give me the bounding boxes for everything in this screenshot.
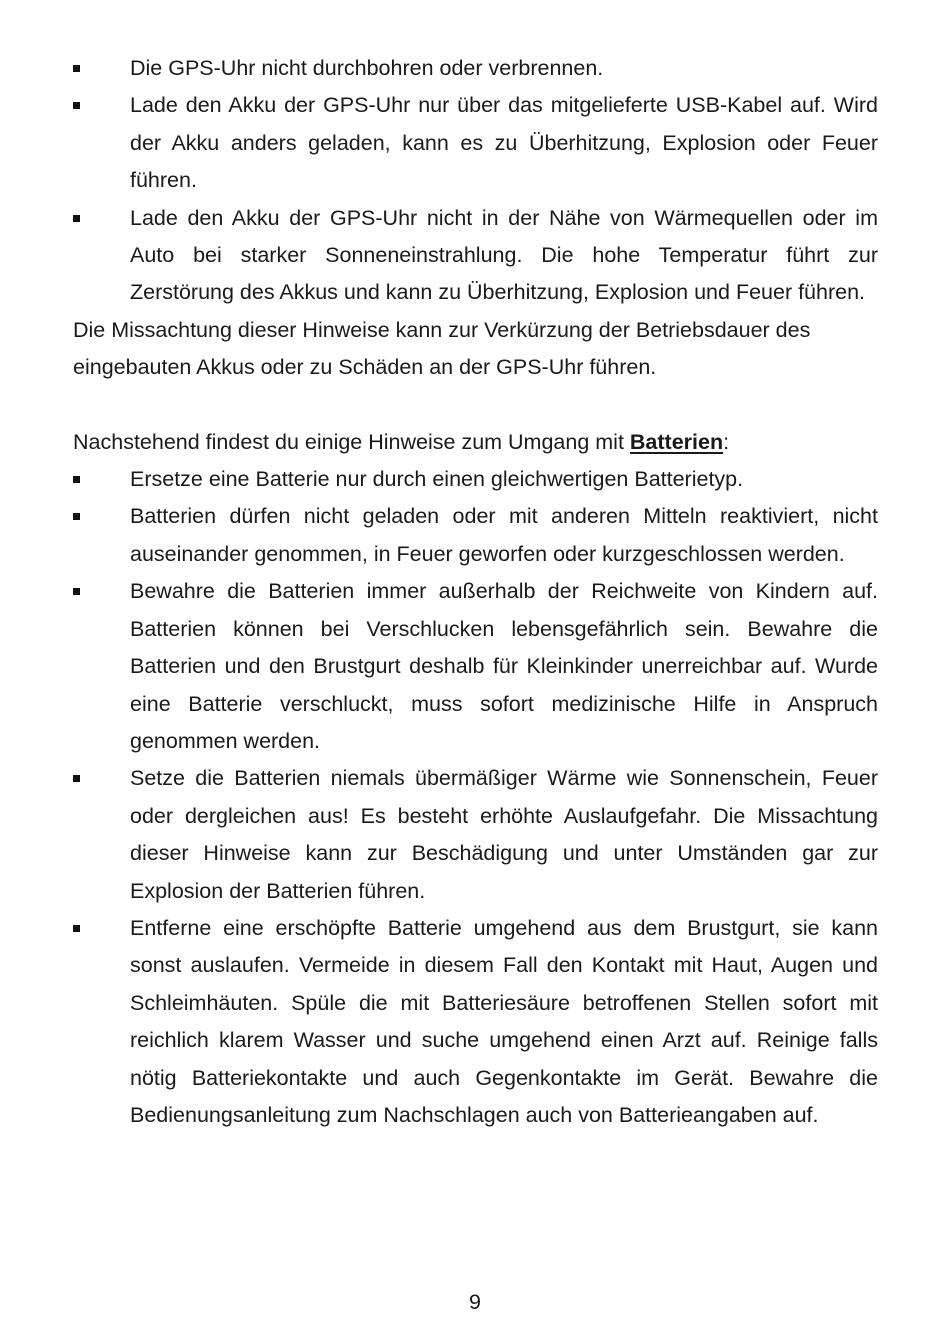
list-item bbox=[73, 461, 878, 498]
list-item bbox=[73, 200, 878, 312]
page-number: 9 bbox=[469, 1290, 481, 1314]
list-item bbox=[73, 910, 878, 1134]
list-item-text: Entferne eine erschöpfte Batterie umgehend aus dem Brustgurt, sie kann sonst auslaufen. Vermeide in diesem Fall den Kontakt mit Haut, Augen und Schleimhäuten. Spüle die mit Batteriesäure betroffenen Stellen sofort mit reichlich klarem Wasser und suche umgehend einen Arzt auf. Reinige falls nötig Batteriekontakte und auch Gegenkontakte im Gerät. Bewahre die Bedienungsanleitung zum Nachschlagen auch von Batterieangaben auf. bbox=[130, 915, 878, 1127]
intro-suffix: : bbox=[723, 429, 730, 454]
square-bullet-icon bbox=[73, 775, 80, 782]
section-spacer bbox=[73, 387, 878, 424]
square-bullet-icon bbox=[73, 588, 80, 595]
list-item bbox=[73, 50, 878, 87]
square-bullet-icon bbox=[73, 476, 80, 483]
list-item-text: Setze die Batterien niemals übermäßiger Wärme wie Sonnenschein, Feuer oder dergleichen aus! Es besteht erhöhte Auslaufgefahr. Die Missachtung dieser Hinweise kann zur Beschädigung und unter Umständen gar zur Explosion der Batterien führen. bbox=[130, 766, 878, 903]
square-bullet-icon bbox=[73, 65, 80, 72]
list-item-text: Die GPS-Uhr nicht durchbohren oder verbrennen. bbox=[130, 56, 604, 80]
square-bullet-icon bbox=[73, 925, 80, 932]
intro-text: Nachstehend findest du einige Hinweise zum Umgang mit bbox=[73, 429, 630, 454]
list-item bbox=[73, 760, 878, 910]
square-bullet-icon bbox=[73, 102, 80, 109]
list-item-text: Lade den Akku der GPS-Uhr nicht in der Nähe von Wärmequellen oder im Auto bei starker Sonneneinstrahlung. Die hohe Temperatur führt zur Zerstörung des Akkus und kann zu Überhitzung, Explosion und Feuer führen. bbox=[130, 205, 878, 305]
akku-warning-paragraph: Die Missachtung dieser Hinweise kann zur Verkürzung der Betriebsdauer des eingebauten Akkus oder zu Schäden an der GPS-Uhr führen. bbox=[73, 317, 811, 380]
intro-emphasis: Batterien bbox=[629, 429, 724, 454]
list-item-text: Bewahre die Batterien immer außerhalb der Reichweite von Kindern auf. Batterien können bei Verschlucken lebensgefährlich sein. Bewahre die Batterien und den Brustgurt deshalb für Kleinkinder unerreichbar auf. Wurde eine Batterie verschluckt, muss sofort medizinische Hilfe in Anspruch genommen werden. bbox=[130, 579, 878, 753]
document-page bbox=[73, 50, 878, 1134]
list-item-text: Batterien dürfen nicht geladen oder mit anderen Mitteln reaktiviert, nicht auseinander genommen, in Feuer geworfen oder kurzgeschlossen werden. bbox=[130, 504, 878, 566]
akku-safety-list bbox=[73, 50, 878, 312]
square-bullet-icon bbox=[73, 215, 80, 222]
list-item-text: Lade den Akku der GPS-Uhr nur über das mitgelieferte USB-Kabel auf. Wird der Akku anders geladen, kann es zu Überhitzung, Explosion oder Feuer führen. bbox=[130, 93, 878, 193]
battery-safety-list bbox=[73, 461, 878, 1134]
list-item bbox=[73, 498, 878, 573]
batterien-intro bbox=[73, 424, 878, 461]
list-item bbox=[73, 573, 878, 760]
list-item bbox=[73, 87, 878, 199]
square-bullet-icon bbox=[73, 513, 80, 520]
list-item-text: Ersetze eine Batterie nur durch einen gleichwertigen Batterietyp. bbox=[130, 467, 744, 492]
